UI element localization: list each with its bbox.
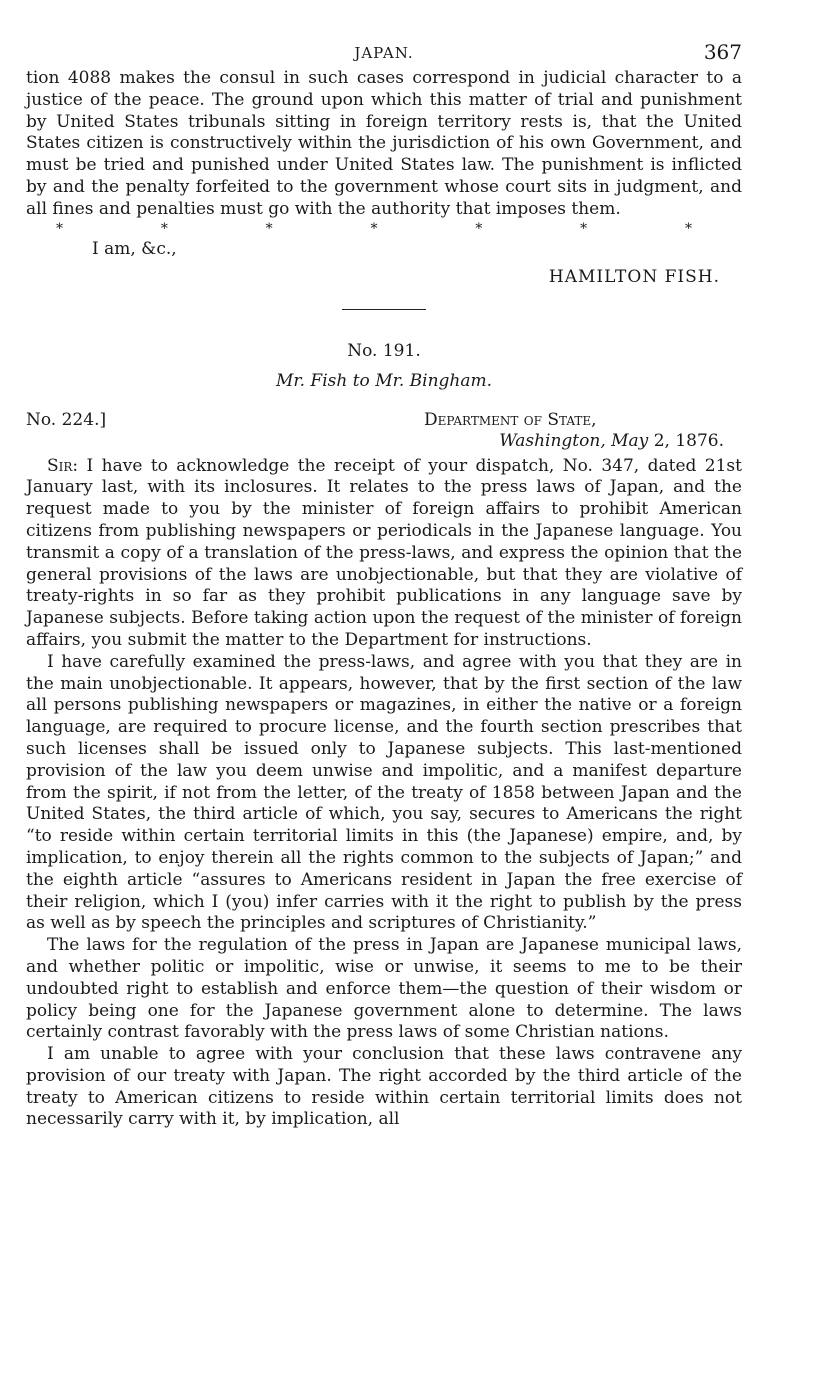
date-day-year: 2, 1876. [653, 430, 724, 451]
letter-closing [26, 237, 742, 295]
first-paragraph-text: : I have to acknowledge the receipt of your dispatch, No. 347, dated 21st January last, with its inclosures. It relates to the press laws of Japan, and the request made to you by the minister of foreign affairs to prohibit American citizens from publishing newspapers or periodicals in the Japanese language. You transmit a copy of a translation of the press-laws, and express the opinion that the general provisions of the laws are unobjectionable, but that they are violative of treaty-rights in so far as they prohibit publications in any language save by Japanese subjects. Before taking action upon the request of the minister of foreign affairs, you submit the matter to the Department for instructions. [26, 455, 742, 650]
section-divider [342, 309, 426, 310]
body-paragraph [26, 456, 742, 652]
dateline [26, 410, 742, 456]
running-head [26, 38, 742, 68]
body-paragraph: I have carefully examined the press-laws, and agree with you that they are in the main unobjectionable. It appears, however, that by the first section of the law all persons publishing newspapers or magazines, in either the native or a foreign language, are required to procure license, and the fourth section prescribes that such licenses shall be issued only to Japanese subjects. This last-mentioned provision of the law you deem unwise and impolitic, and a manifest departure from the spirit, if not from the letter, of the treaty of 1858 between Japan and the United States, the third article of which, you say, secures to Americans the right “to reside within certain territorial limits in this (the Japanese) empire, and, by implication, to enjoy therein all the rights common to the subjects of Japan;” and the eighth article “assures to Americans resident in Japan the free exercise of their religion, which I (you) infer carries with it the right to publish by the press as well as by speech the principles and scriptures of Christianity.” [26, 651, 742, 934]
star-mark: * [265, 220, 273, 237]
body-paragraph: I am unable to agree with your conclusion that these laws contravene any provision of our treaty with Japan. The right accorded by the third article of the treaty to American citizens to reside within certain territorial limits does not necessarily carry with it, by implication, all [26, 1044, 742, 1130]
star-mark: * [56, 220, 63, 237]
place-date [499, 431, 724, 451]
star-mark: * [370, 220, 378, 237]
document-heading: Mr. Fish to Mr. Bingham. [275, 370, 493, 391]
ellipsis-stars [26, 221, 742, 237]
date-month: May [611, 430, 649, 451]
closing-salutation: I am, &c., [92, 238, 177, 259]
body-paragraph: The laws for the regulation of the press in Japan are Japanese municipal laws, and whether politic or impolitic, wise or unwise, it seems to me to be their undoubted right to establish and enforce them—the question of their wisdom or policy being one for the Japanese government alone to determine. The laws certainly contrast favorably with the press laws of some Christian nations. [26, 935, 742, 1043]
page-number: 367 [703, 40, 742, 64]
star-mark: * [475, 220, 483, 237]
book-page [26, 38, 742, 1131]
continuation-paragraph: tion 4088 makes the consul in such cases correspond in judicial character to a justice of the peace. The ground upon which this matter of trial and punishment by United States tribunals sitting in foreign territory rests is, that the United States citizen is constructively within the jurisdiction of his own Government, and must be tried and punished under United States law. The punishment is inflicted by and the penalty forfeited to the government whose court sits in judgment, and all fines and penalties must go with the authority that imposes them. [26, 68, 742, 219]
closing-signature: HAMILTON FISH. [548, 266, 720, 287]
star-mark: * [684, 220, 692, 237]
letter-body [26, 456, 742, 1132]
salutation: Sir [47, 455, 73, 476]
star-mark: * [580, 220, 588, 237]
running-title: JAPAN. [354, 44, 414, 62]
dispatch-number: No. 224.] [26, 409, 107, 430]
continuation-section [26, 68, 742, 221]
star-mark: * [160, 220, 168, 237]
place: Washington, [499, 430, 606, 451]
document-number: No. 191. [347, 340, 421, 361]
department-name: Department of State, [424, 409, 597, 430]
